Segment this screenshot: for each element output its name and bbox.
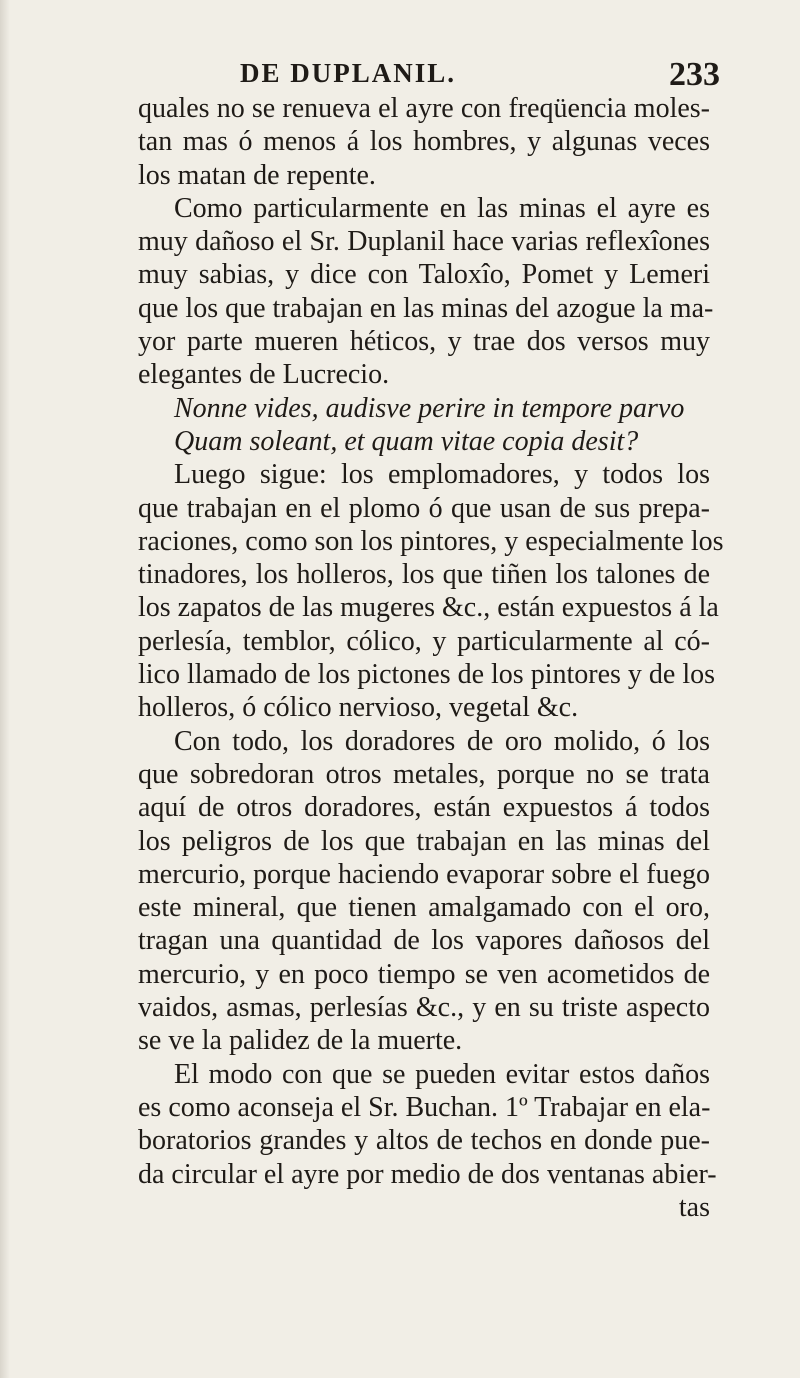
text-line: los peligros de los que trabajan en las minas del xyxy=(138,825,710,857)
running-head: DE DUPLANIL. xyxy=(240,58,457,88)
text-line: tragan una quantidad de los vapores dañosos del xyxy=(138,925,710,957)
text-line: este mineral, que tienen amalgamado con el oro, xyxy=(138,892,710,924)
text-line: aquí de otros doradores, están expuestos á todos xyxy=(138,792,710,824)
page-header xyxy=(140,56,720,96)
text-line: elegantes de Lucrecio. xyxy=(138,359,390,391)
text-line: tan mas ó menos á los hombres, y algunas veces xyxy=(138,126,710,158)
text-line: que trabajan en el plomo ó que usan de sus prepa- xyxy=(138,492,710,524)
text-line: boratorios grandes y altos de techos en donde pue- xyxy=(138,1125,710,1157)
text-line: perlesía, temblor, cólico, y particularmente al có- xyxy=(138,625,710,657)
verse-line: Quam soleant, et quam vitae copia desit? xyxy=(174,425,639,457)
text-line: mercurio, porque haciendo evaporar sobre el fuego xyxy=(138,858,710,890)
text-line: se ve la palidez de la muerte. xyxy=(138,1025,463,1057)
text-line: raciones, como son los pintores, y especialmente los xyxy=(138,525,724,557)
text-line: Con todo, los doradores de oro molido, ó los xyxy=(174,725,710,757)
text-line: yor parte mueren héticos, y trae dos versos muy xyxy=(138,326,710,358)
verse-line: Nonne vides, audisve perire in tempore parvo xyxy=(174,392,685,424)
text-line: vaidos, asmas, perlesías &c., y en su triste aspecto xyxy=(138,992,710,1024)
text-line: los matan de repente. xyxy=(138,159,376,191)
text-line: da circular el ayre por medio de dos ventanas abier- xyxy=(138,1158,717,1190)
text-line: El modo con que se pueden evitar estos daños xyxy=(174,1058,710,1090)
text-line: muy dañoso el Sr. Duplanil hace varias reflexîones xyxy=(138,226,710,258)
text-line: que sobredoran otros metales, porque no se trata xyxy=(138,758,710,790)
page-edge xyxy=(0,0,10,1378)
text-line: es como aconseja el Sr. Buchan. 1º Trabajar en ela- xyxy=(138,1091,711,1123)
text-line: Luego sigue: los emplomadores, y todos los xyxy=(174,459,710,491)
text-line: holleros, ó cólico nervioso, vegetal &c. xyxy=(138,692,579,724)
text-line: muy sabias, y dice con Taloxîo, Pomet y Lemeri xyxy=(138,259,710,291)
text-line: quales no se renueva el ayre con freqüencia moles- xyxy=(138,93,710,124)
page-number: 233 xyxy=(669,56,720,93)
text-line: los zapatos de las mugeres &c., están expuestos á la xyxy=(138,592,719,624)
text-line: que los que trabajan en las minas del azogue la ma- xyxy=(138,292,714,324)
text-line: Como particularmente en las minas el ayre es xyxy=(174,192,710,224)
text-line: lico llamado de los pictones de los pintores y de los xyxy=(138,659,716,691)
body-text xyxy=(138,92,724,1224)
text-line: mercurio, y en poco tiempo se ven acometidos de xyxy=(138,958,710,990)
catchword: tas xyxy=(678,1191,710,1223)
text-line: tinadores, los holleros, los que tiñen los talones de xyxy=(138,559,710,591)
